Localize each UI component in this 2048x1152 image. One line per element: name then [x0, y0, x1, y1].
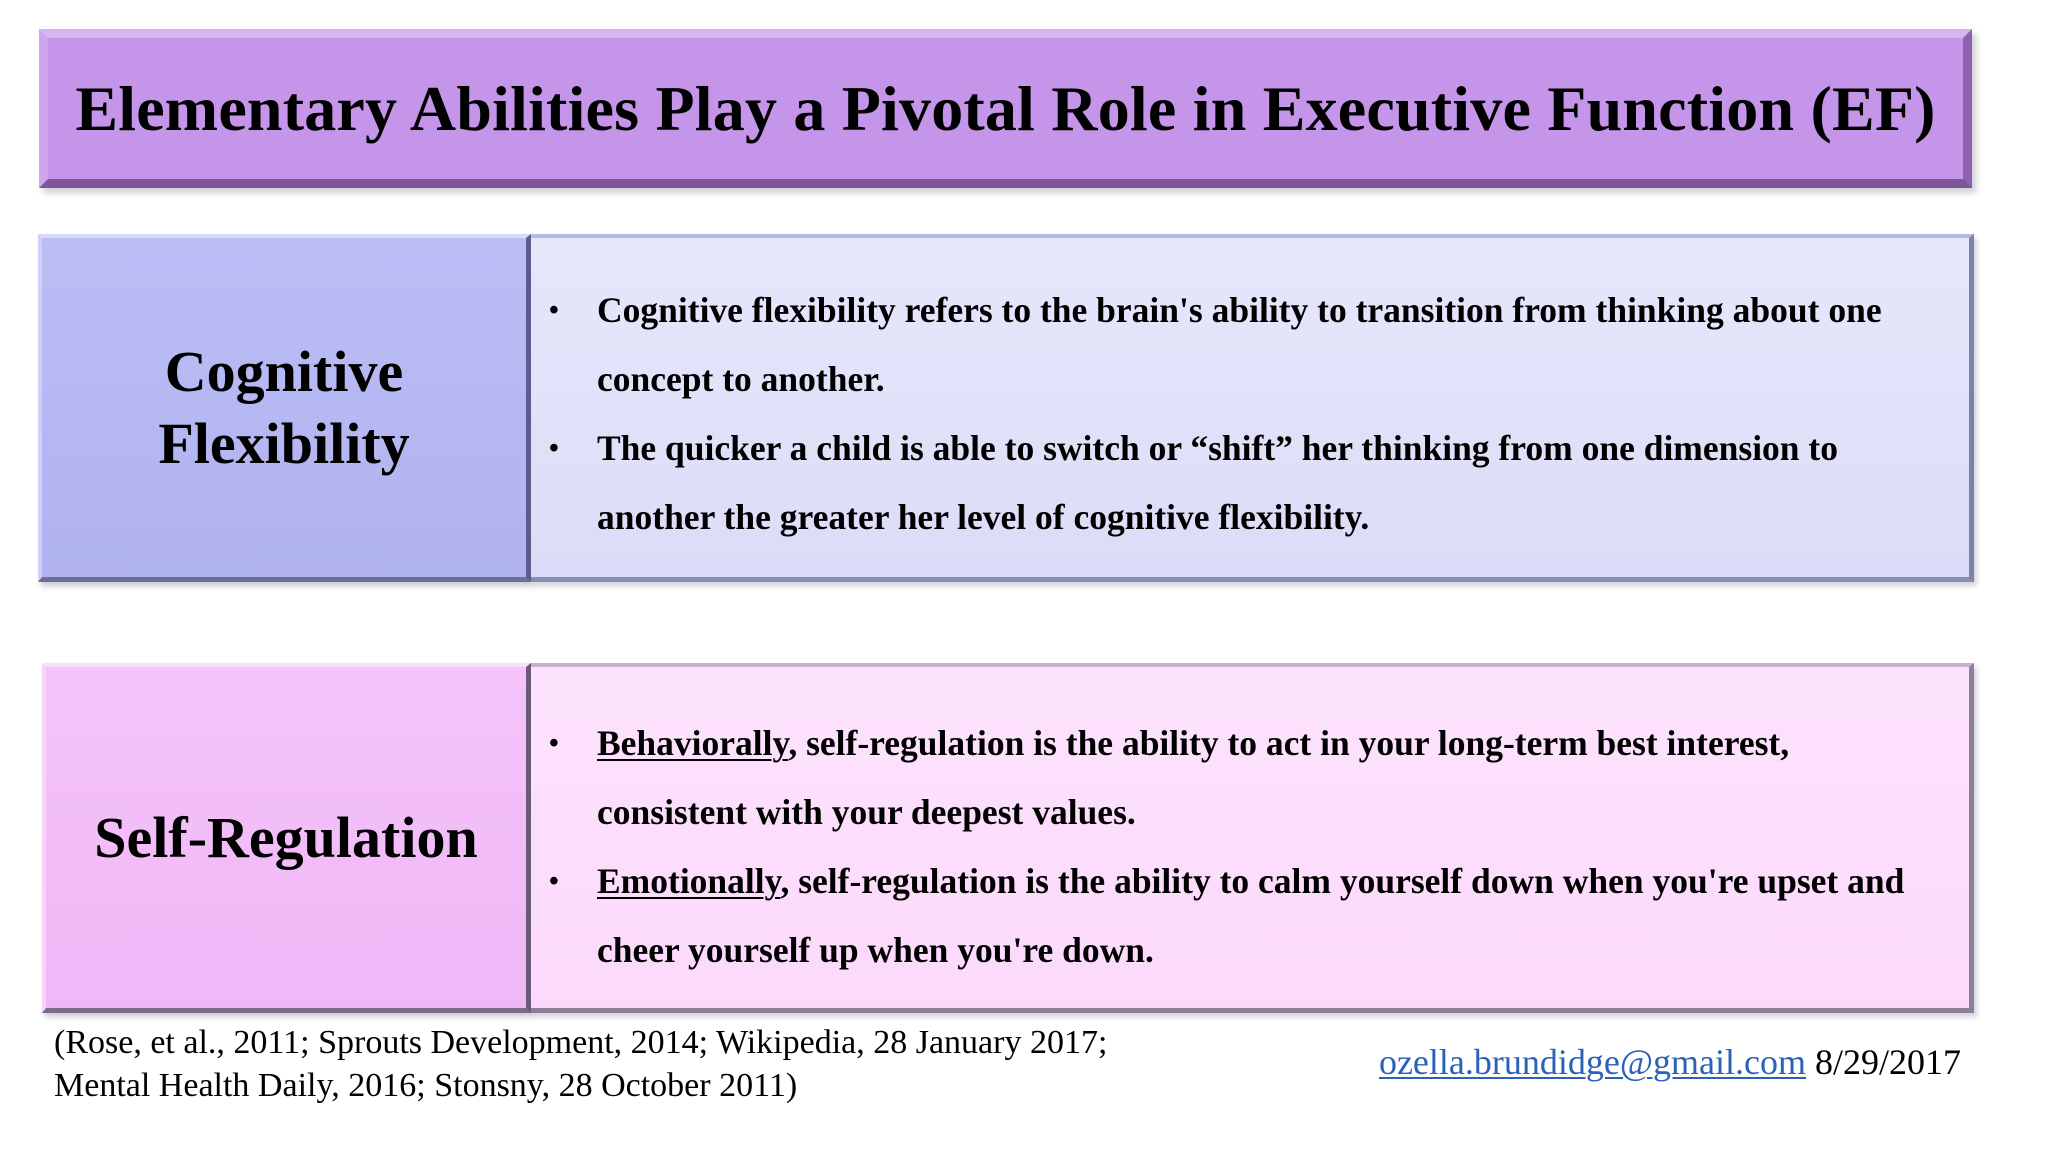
bullet-dot-icon: • — [549, 295, 559, 326]
citation-line-1: (Rose, et al., 2011; Sprouts Development, 2014; Wikipedia, 28 January 2017; — [54, 1024, 1108, 1061]
title-banner — [39, 29, 1972, 188]
self-regulation-label: Self-Regulation — [94, 804, 478, 870]
citation-line-2: Mental Health Daily, 2016; Stonsny, 28 October 2011) — [54, 1067, 798, 1104]
bullet-item — [541, 709, 1945, 847]
email-link[interactable]: ozella.brundidge@gmail.com — [1378, 1042, 1806, 1082]
bullet-item — [541, 414, 1945, 552]
bullet-body: , self-regulation is the ability to calm yourself down when you're upset and cheer yourself up when you're down. — [597, 861, 1905, 970]
bullet-text: The quicker a child is able to switch or “shift” her thinking from one dimension to another the greater her level of cognitive flexibility. — [597, 428, 1838, 537]
bullet-emphasis: Behaviorally — [597, 723, 789, 763]
bullet-dot-icon: • — [549, 866, 559, 897]
cognitive-flexibility-row — [38, 234, 1974, 582]
bullet-dot-icon: • — [549, 728, 559, 759]
label-line-2: Flexibility — [158, 410, 410, 476]
slide-title: Elementary Abilities Play a Pivotal Role in Executive Function (EF) — [75, 72, 1936, 144]
footer-right — [1379, 1040, 1961, 1084]
bullet-dot-icon: • — [549, 433, 559, 464]
bullet-text — [597, 709, 1945, 847]
cognitive-flexibility-content — [531, 234, 1974, 582]
self-regulation-label-box — [42, 663, 531, 1013]
cognitive-flexibility-label — [158, 336, 409, 480]
bullet-item — [541, 847, 1945, 985]
citation — [54, 1021, 1107, 1107]
slide-date: 8/29/2017 — [1814, 1042, 1961, 1082]
self-regulation-content — [531, 663, 1974, 1013]
self-regulation-row — [42, 663, 1974, 1013]
bullet-item — [541, 276, 1945, 414]
bullet-text — [597, 847, 1945, 985]
bullet-body: , self-regulation is the ability to act in your long-term best interest, consistent with your deepest values. — [597, 723, 1790, 832]
label-line-1: Cognitive — [164, 338, 404, 404]
bullet-text: Cognitive flexibility refers to the brain's ability to transition from thinking about one concept to another. — [597, 290, 1882, 399]
cognitive-flexibility-label-box — [38, 234, 531, 582]
bullet-emphasis: Emotionally — [597, 861, 781, 901]
